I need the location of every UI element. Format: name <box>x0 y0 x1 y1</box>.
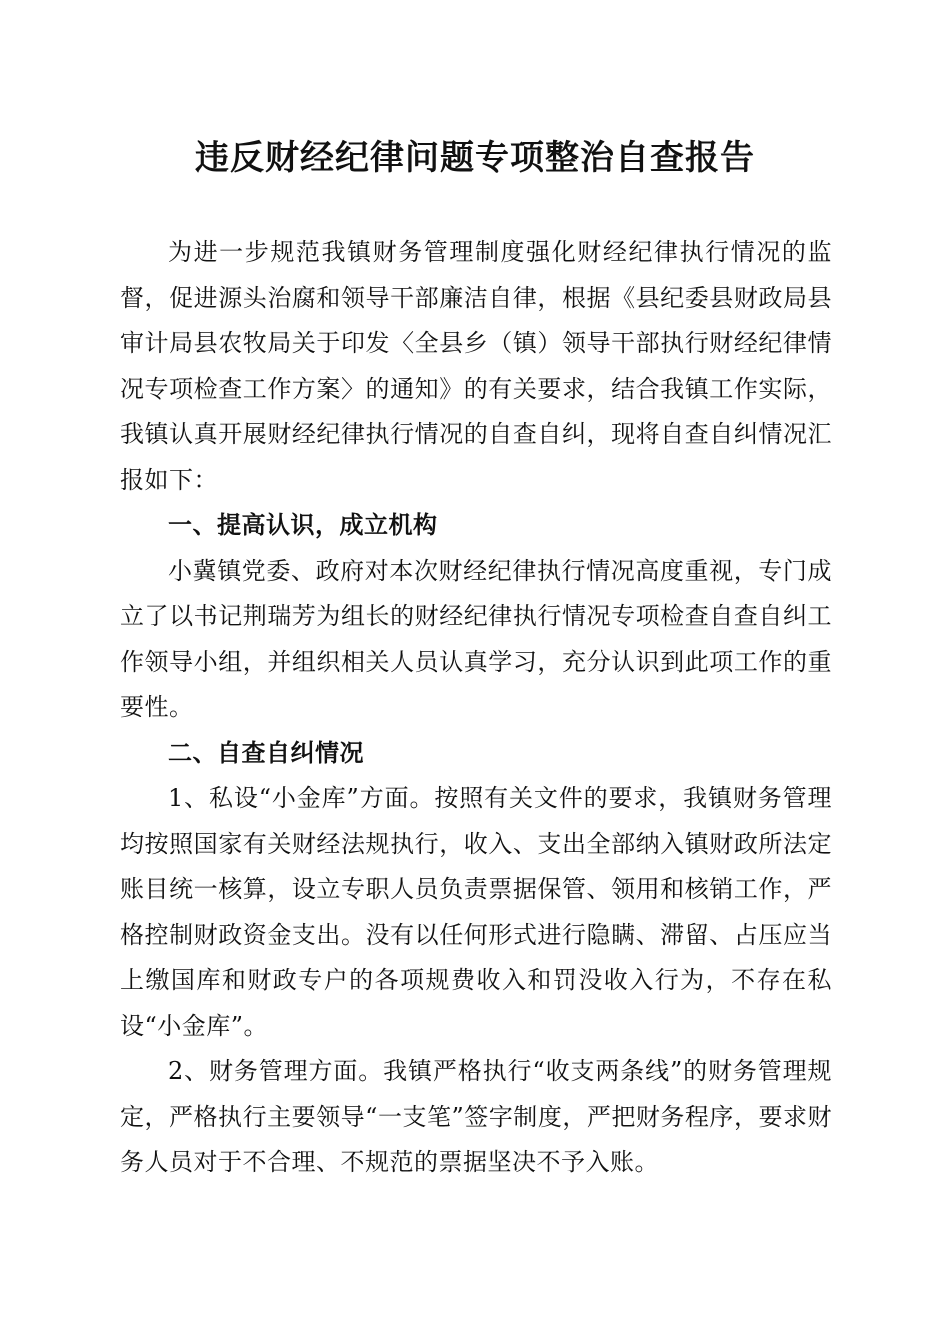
section-2-item-1: 1、私设“小金库”方面。按照有关文件的要求，我镇财务管理均按照国家有关财经法规执行，收入、支出全部纳入镇财政所法定账目统一核算，设立专职人员负责票据保管、领用和核销工作，严格控制财政资金支出。没有以任何形式进行隐瞒、滞留、占压应当上缴国库和财政专户的各项规费收入和罚没收入行为，不存在私设“小金库”。 <box>120 784 832 1040</box>
section-2-heading: 二、自查自纠情况 <box>168 738 364 767</box>
section-1-paragraph: 小冀镇党委、政府对本次财经纪律执行情况高度重视，专门成立了以书记荆瑞芳为组长的财经纪律执行情况专项检查自查自纠工作领导小组，并组织相关人员认真学习，充分认识到此项工作的重要性。 <box>120 556 832 721</box>
section-1-heading: 一、提高认识，成立机构 <box>168 511 438 539</box>
document-title: 违反财经纪律问题专项整治自查报告 <box>195 138 755 178</box>
section-2-item-2: 2、财务管理方面。我镇严格执行“收支两条线”的财务管理规定，严格执行主要领导“一支笔”签字制度，严把财务程序，要求财务人员对于不合理、不规范的票据坚决不予入账。 <box>120 1057 832 1176</box>
intro-paragraph: 为进一步规范我镇财务管理制度强化财经纪律执行情况的监督，促进源头治腐和领导干部廉洁自律，根据《县纪委县财政局县审计局县农牧局关于印发〈全县乡（镇）领导干部执行财经纪律情况专项检查工作方案〉的通知》的有关要求，结合我镇工作实际，我镇认真开展财经纪律执行情况的自查自纠，现将自查自纠情况汇报如下： <box>120 238 832 494</box>
document-body <box>120 230 832 1186</box>
